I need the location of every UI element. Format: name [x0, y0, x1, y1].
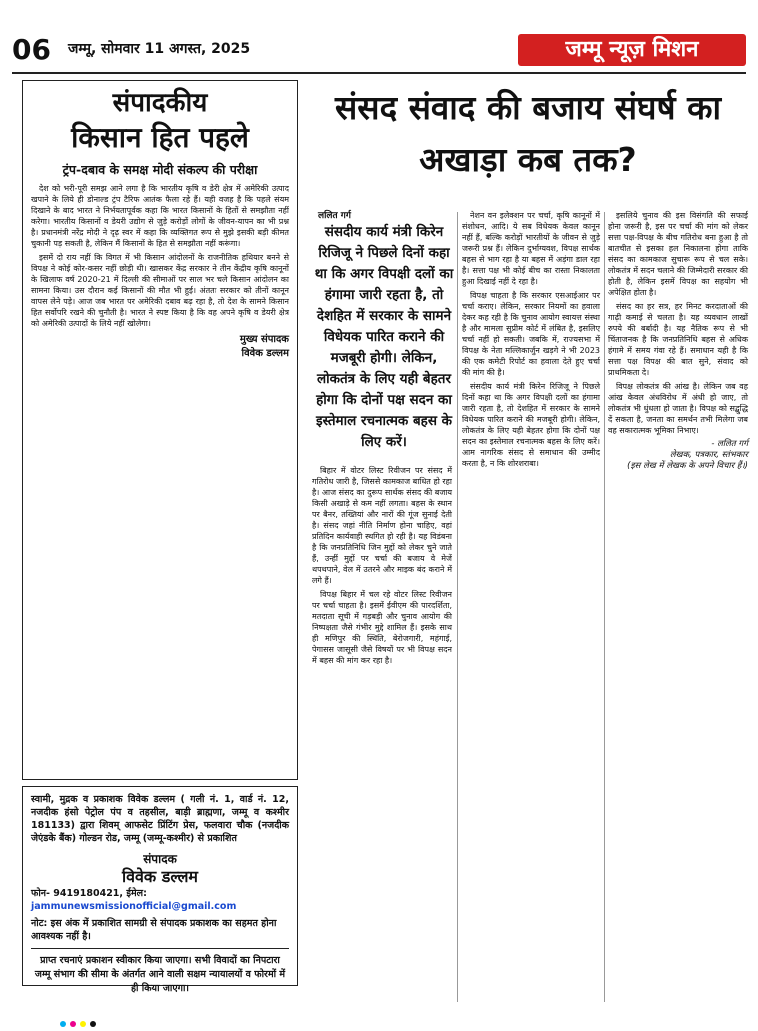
imprint-divider [31, 948, 289, 949]
article-column-1 [312, 465, 452, 1005]
page-header [12, 30, 746, 70]
editorial-paragraph: देश को भरी-पूरी समझ आने लगा है कि भारतीय कृषि व डेरी क्षेत्र में अमेरिकी उत्पाद खपाने के लिये ही डोनाल्ड ट्रंप टैरिफ आतंक फैला रहे हैं। यही वजह है कि पहले संयम दिखाने के बाद भारत ने निर्भयतापूर्वक कहा कि भारत किसानों के हितों से समझौता नहीं करेगा। भारतीय किसानों व डेयरी उद्योग से जुड़े करोड़ों लोगों के जीवन-यापन का भी प्रश्न है। प्रधानमंत्री नरेंद्र मोदी ने दृढ़ स्वर में कहा कि व्यक्तिगत रूप से मुझे इसकी बड़ी कीमत चुकानी पड़ सकती है, लेकिन मैं किसानों के हित से समझौता नहीं करूंगा। [31, 184, 289, 248]
registration-dot [70, 1021, 76, 1027]
registration-dot [60, 1021, 66, 1027]
article-paragraph: विपक्ष बिहार में चल रहे वोटर लिस्ट रिवीजन पर चर्चा चाहता है। इसमें ईवीएम की पारदर्शिता, मतदाता सूची में गड़बड़ी और चुनाव आयोग की निष्पक्षता जैसे गंभीर मुद्दे शामिल हैं। इसके साथ ही मणिपुर की स्थिति, बेरोजगारी, महंगाई, पेगासस जासूसी जैसे विषयों पर भी विपक्ष सदन में बहस की मांग कर रहा है। [312, 590, 452, 665]
article-paragraph: बिहार में वोटर लिस्ट रिवीजन पर संसद में गतिरोध जारी है, जिससे कामकाज बाधित हो रहा है। आज संसद का दुरूप सार्थक संसद की बजाय किसी अखाड़े से कम नहीं लगता। बहस के स्थान पर बैनर, तख्तियां और नारों की गूंज सुनाई देती है। संसद जहां नीति निर्माण होना चाहिए, वहां प्रतिदिन कार्यवाही स्थगित हो रही है। यह विडंबना है कि जनप्रतिनिधि जिन मुद्दों को लेकर चुने जाते हैं, उन्हीं मुद्दों पर चर्चा की बजाय वे मेजें थपथपाने, वेल में उतरने और माइक बंद कराने में लगे हैं। [312, 466, 452, 585]
editorial-kicker: संपादकीय [112, 88, 208, 118]
editorial-title: किसान हित पहले [71, 121, 249, 154]
editor-label: संपादक [143, 852, 177, 866]
registration-dot [80, 1021, 86, 1027]
pull-quote: संसदीय कार्य मंत्री किरेन रिजिजू ने पिछले दिनों कहा था कि अगर विपक्षी दलों का हंगामा जारी रहता है, तो देशहित में सरकार के सामने विधेयक पारित कराने की मजबूरी होगी। लेकिन, लोकतंत्र के लिए यही बेहतर होगा कि दोनों पक्ष सदन का इस्तेमाल रचनात्मक बहस के लिए करें। [314, 224, 454, 450]
imprint-box [22, 786, 298, 994]
editorial-paragraph: इसमें दो राय नहीं कि विगत में भी किसान आंदोलनों के राजनीतिक हथियार बनने से विपक्ष ने कोई कोर-कसर नहीं छोड़ी थी। खासकर केंद्र सरकार ने तीन केंद्रीय कृषि कानूनों के खिलाफ वर्ष 2020-21 में दिल्ली की सीमाओं पर साल भर चले किसान आंदोलन का सामना किया। उस दौरान कई किसानों की मौत भी हुई। अंततः सरकार को तीनों कानून वापस लेने पड़े। आज जब भारत पर अमेरिकी दबाव बढ़ रहा है, तो देश के सामने किसान हित सर्वोपरि रखने की चुनौती है। भारत ने स्पष्ट किया है कि वह अपने कृषि व डेयरी क्षेत्र को अमेरिकी उत्पादों के लिये नहीं खोलेगा। [31, 253, 289, 328]
article-disclaimer: (इस लेख में लेखक के अपने विचार हैं।) [627, 461, 748, 471]
print-registration-marks [60, 1012, 698, 1016]
column-divider [604, 212, 605, 1002]
signoff-role: लेखक, पत्रकार, स्तंभकार [669, 450, 748, 460]
publisher-line: स्वामी, मुद्रक व प्रकाशक विवेक डल्लम ( गली नं. 1, वार्ड नं. 12, नजदीक हंसो पेट्रोल पंप व तहसील, बाड़ी ब्राह्मणा, जम्मू व कश्मीर 181133) द्वारा शिवम् आफसेट प्रिंटिंग प्रेस, फलवारा चौक (नजदीक जेएंडके बैंक) गोल्डन रोड, जम्मू (जम्मू-कश्मीर) से प्रकाशित [31, 794, 289, 844]
column-divider [457, 212, 458, 1002]
signoff-name: - ललित गर्ग [711, 439, 748, 449]
editorial-box [22, 80, 298, 780]
issue-date: जम्मू, सोमवार 11 अगस्त, 2025 [68, 41, 251, 57]
article-column-2 [462, 210, 600, 1005]
editorial-subtitle: ट्रंप-दबाव के समक्ष मोदी संकल्प की परीक्षा [62, 162, 258, 177]
article-paragraph: संसदीय कार्य मंत्री किरेन रिजिजू ने पिछले दिनों कहा था कि अगर विपक्षी दलों का हंगामा जारी रहता है, तो देशहित में सरकार के सामने विधेयक पारित कराने की मजबूरी होगी। लेकिन, लोकतंत्र के लिए यही बेहतर होगा कि दोनों पक्ष सदन का इस्तेमाल रचनात्मक बहस के लिए करें। आम नागरिक संसद से समाधान की उम्मीद करता है, न कि शोरशराबा। [462, 382, 600, 468]
article-headline: संसद संवाद की बजाय संघर्ष का अखाड़ा कब तक? [335, 88, 721, 179]
article-paragraph: नेशन वन इलेक्शन पर चर्चा, कृषि कानूनों में संशोधन, आदि। ये सब विधेयक केवल कानून नहीं हैं, बल्कि करोड़ों भारतीयों के जीवन से जुड़े जरूरी प्रश्न हैं। लेकिन दुर्भाग्यवश, विपक्ष सार्थक बहस से भाग रहा है या बहस में अड़ंगा डाल रहा है। सत्ता पक्ष भी कोई बीच का रास्ता निकालता हुआ दिखाई नहीं दे रहा है। [462, 211, 600, 286]
email-link[interactable]: jammunewsmissionofficial@gmail.com [31, 901, 237, 912]
editorial-signature: मुख्य संपादक विवेक डल्लम [239, 334, 289, 359]
header-rule [12, 72, 746, 74]
editor-name: विवेक डल्लम [122, 867, 198, 886]
article-paragraph: विपक्ष लोकतंत्र की आंख है। लेकिन जब वह आंख केवल अंधविरोध में अंधी हो जाए, तो लोकतंत्र भी धुंधला हो जाता है। विपक्ष को सद्बुद्धि दें सकता है, जनता का समर्थन तभी मिलेगा जब वह सकारात्मक भूमिका निभाए। [608, 382, 748, 435]
jurisdiction-note: प्राप्त रचनाएं प्रकाशन स्वीकार किया जाएगा। सभी विवादों का निपटारा जम्मू संभाग की सीमा के अंतर्गत आने वाली सक्षम न्यायालयों व फोरमों में ही किया जाएगा। [34, 955, 286, 994]
registration-dot [90, 1021, 96, 1027]
editorial-body [31, 183, 289, 329]
article-paragraph: विपक्ष चाहता है कि सरकार एसआईआर पर चर्चा कराए। लेकिन, सरकार नियमों का हवाला देकर कह रही है कि चुनाव आयोग स्वायत्त संस्था है और मामला सुप्रीम कोर्ट में लंबित है, इसलिए चर्चा नहीं हो सकती। जबकि में, राज्यसभा में विपक्ष के नेता मल्लिकार्जुन खड़गे ने भी 2023 की एक कमेटी रिपोर्ट का हवाला देते हुए चर्चा की मांग की है। [462, 291, 600, 377]
masthead-logo: जम्मू न्यूज़ मिशन [518, 34, 746, 66]
disclaimer-note: नोट: इस अंक में प्रकाशित सामग्री से संपादक प्रकाशक का सहमत होना आवश्यक नहीं है। [31, 918, 277, 942]
page-number: 06 [12, 34, 62, 66]
article-column-3 [608, 210, 748, 1005]
article-author: ललित गर्ग [318, 211, 351, 221]
article-paragraph: इसलिये चुनाव की इस विसंगति की सफाई होना जरूरी है, इस पर चर्चा की मांग को लेकर सत्ता पक्ष-विपक्ष के बीच गतिरोध बना हुआ है तो बातचीत से इसका हल निकालना होगा ताकि संसद का कामकाज सुचारू रूप से चल सके। लोकतंत्र में सदन चलाने की जिम्मेदारी सरकार की होती है, लेकिन इसमें विपक्ष का सहयोग भी अपेक्षित होता है। [608, 211, 748, 297]
article-paragraph: संसद का हर सत्र, हर मिनट करदाताओं की गाढ़ी कमाई से चलता है। यह व्यवधान लाखों रुपये की बर्बादी है। यह नैतिक रूप से भी चिंताजनक है कि जनप्रतिनिधि बहस से अधिक हंगामे में समय गंवा रहे हैं। समाधान यही है कि सत्ता पक्ष विपक्ष की बात सुने, संवाद को प्राथमिकता दे। [608, 302, 748, 377]
phone-text: फोन- 9419180421, ईमेल: [31, 888, 147, 899]
contact-line [31, 887, 289, 913]
